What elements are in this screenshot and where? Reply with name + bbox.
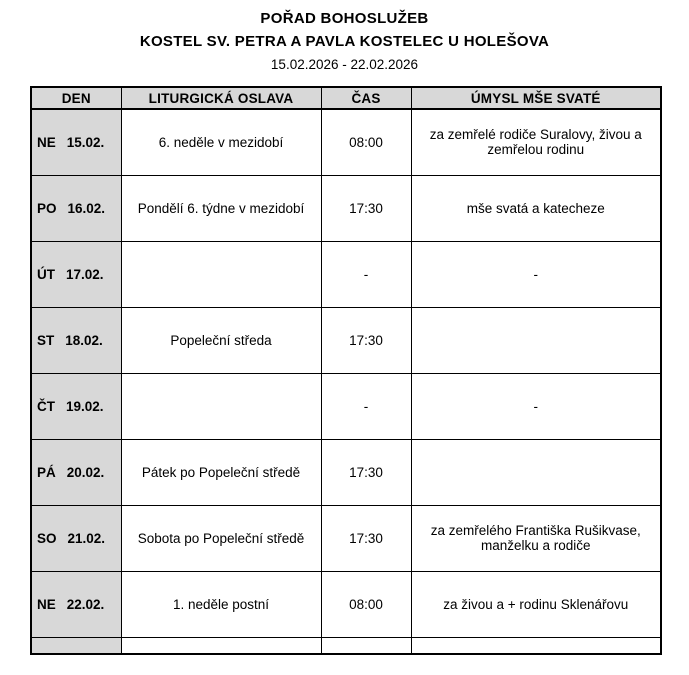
day-cell	[31, 109, 121, 175]
day-abbreviation: PO	[37, 200, 57, 216]
table-row	[31, 505, 661, 571]
footer-empty-cell	[321, 637, 411, 654]
celebration-cell	[121, 241, 321, 307]
day-date: 18.02.	[65, 332, 103, 348]
intention-cell: za zemřelé rodiče Suralovy, živou a zemřelou rodinu	[411, 109, 661, 175]
intention-cell: za zemřelého Františka Rušikvase, manželku a rodiče	[411, 505, 661, 571]
table-row	[31, 241, 661, 307]
time-cell: 17:30	[321, 505, 411, 571]
page-subtitle: KOSTEL SV. PETRA A PAVLA KOSTELEC U HOLEŠOVA	[139, 33, 550, 50]
intention-cell: za živou a + rodinu Sklenářovu	[411, 571, 661, 637]
day-date: 15.02.	[66, 134, 105, 150]
footer-empty-cell	[411, 637, 661, 654]
intention-cell: mše svatá a katecheze	[411, 175, 661, 241]
day-abbreviation: PÁ	[37, 464, 56, 480]
time-cell: -	[321, 373, 411, 439]
intention-cell: -	[411, 241, 661, 307]
day-cell	[31, 571, 121, 637]
intention-cell	[411, 307, 661, 373]
celebration-cell	[121, 373, 321, 439]
celebration-cell: Pondělí 6. týdne v mezidobí	[121, 175, 321, 241]
celebration-cell: Popeleční středa	[121, 307, 321, 373]
day-cell	[31, 439, 121, 505]
celebration-cell: Sobota po Popeleční středě	[121, 505, 321, 571]
document-header	[0, 0, 689, 72]
day-date: 21.02.	[67, 530, 106, 546]
intention-cell	[411, 439, 661, 505]
day-abbreviation: NE	[37, 134, 56, 150]
day-abbreviation: ÚT	[37, 266, 55, 282]
intention-cell: -	[411, 373, 661, 439]
table-row	[31, 175, 661, 241]
day-abbreviation: ČT	[37, 398, 55, 414]
celebration-cell: Pátek po Popeleční středě	[121, 439, 321, 505]
day-date: 16.02.	[67, 200, 106, 216]
table-row	[31, 307, 661, 373]
column-header-umysl-mse-svate: ÚMYSL MŠE SVATÉ	[411, 87, 661, 109]
time-cell: 17:30	[321, 439, 411, 505]
day-abbreviation: ST	[37, 332, 55, 348]
day-date: 20.02.	[66, 464, 105, 480]
column-header-liturgicka-oslava: LITURGICKÁ OSLAVA	[121, 87, 321, 109]
day-abbreviation: SO	[37, 530, 57, 546]
time-cell: 08:00	[321, 109, 411, 175]
celebration-cell: 6. neděle v mezidobí	[121, 109, 321, 175]
day-date: 22.02.	[66, 596, 105, 612]
day-cell	[31, 373, 121, 439]
day-date: 19.02.	[66, 398, 104, 414]
column-header-den: DEN	[31, 87, 121, 109]
table-footer-row	[31, 637, 661, 654]
table-row	[31, 373, 661, 439]
time-cell: 17:30	[321, 307, 411, 373]
table-row	[31, 439, 661, 505]
footer-empty-cell	[121, 637, 321, 654]
page-title: POŘAD BOHOSLUŽEB	[260, 10, 429, 27]
celebration-cell: 1. neděle postní	[121, 571, 321, 637]
time-cell: 17:30	[321, 175, 411, 241]
day-cell	[31, 505, 121, 571]
day-date: 17.02.	[66, 266, 104, 282]
date-range: 15.02.2026 - 22.02.2026	[270, 57, 419, 72]
day-abbreviation: NE	[37, 596, 56, 612]
schedule-table	[30, 86, 662, 655]
table-header-row	[31, 87, 661, 109]
day-cell	[31, 241, 121, 307]
day-cell	[31, 307, 121, 373]
table-row	[31, 571, 661, 637]
day-cell	[31, 175, 121, 241]
table-row	[31, 109, 661, 175]
footer-day-cell	[31, 637, 121, 654]
time-cell: 08:00	[321, 571, 411, 637]
column-header-cas: ČAS	[321, 87, 411, 109]
time-cell: -	[321, 241, 411, 307]
table-body	[31, 109, 661, 654]
